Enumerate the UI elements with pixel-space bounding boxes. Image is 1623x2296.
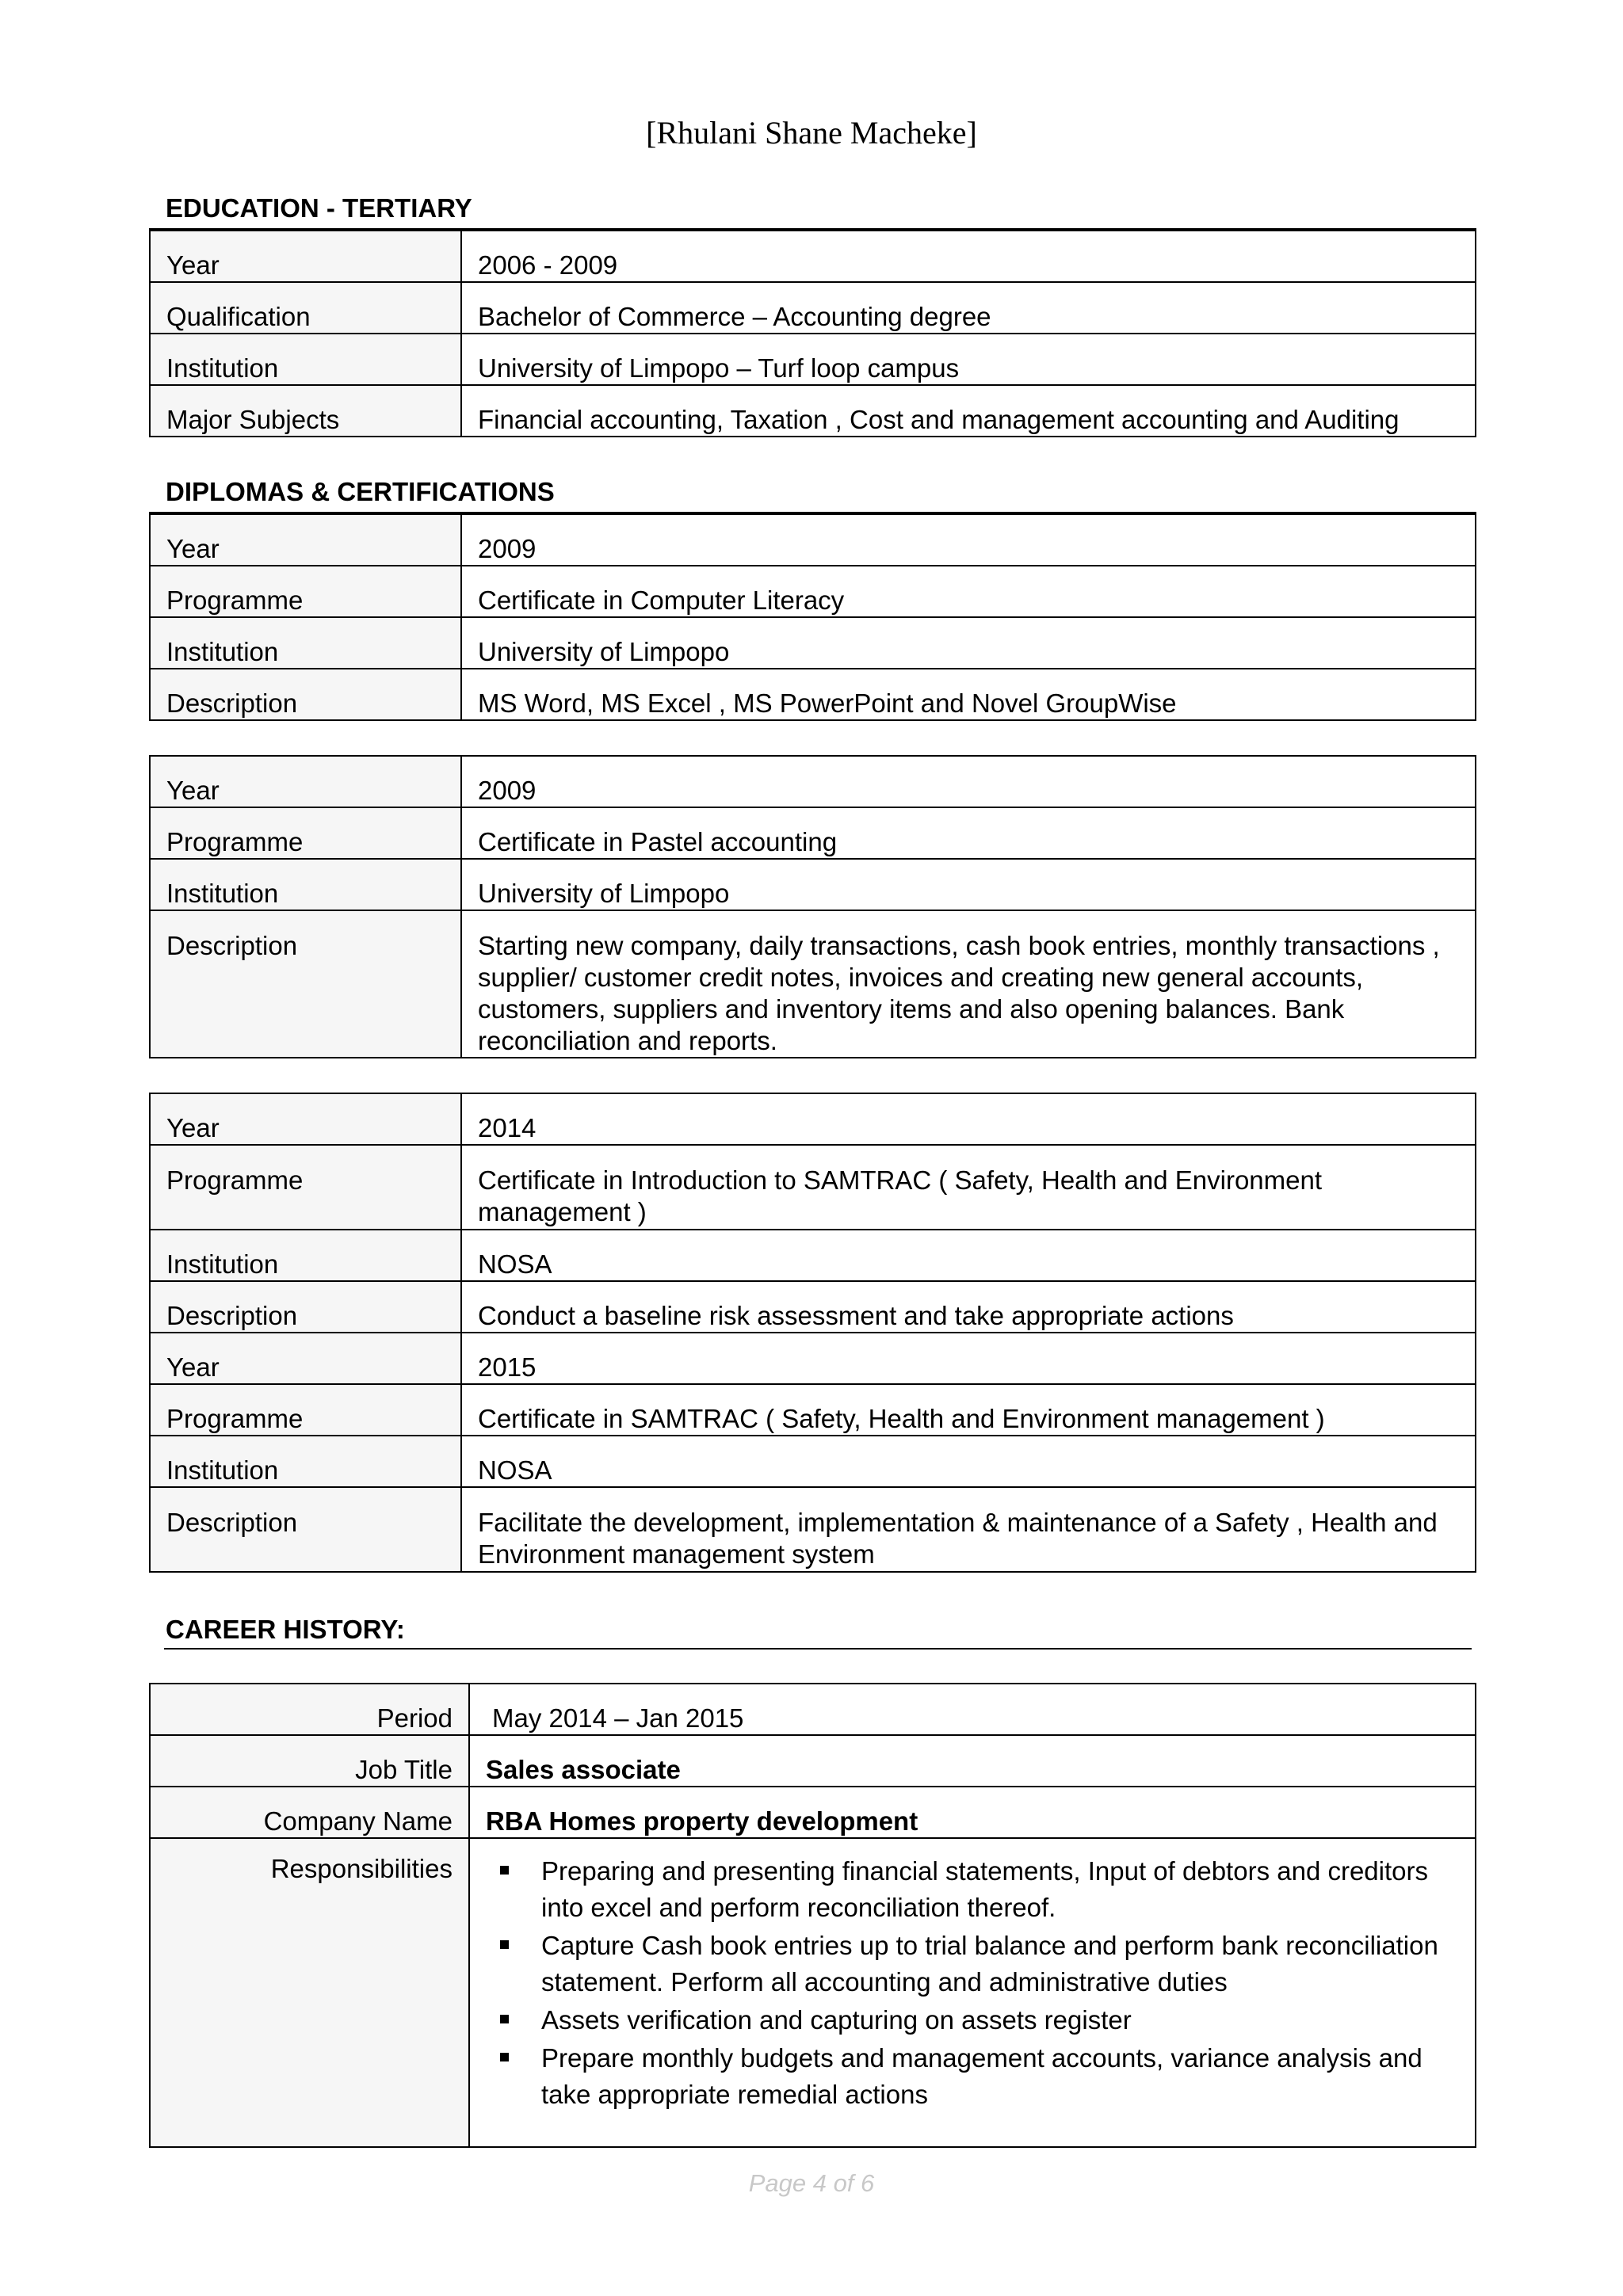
square-bullet-icon bbox=[500, 1866, 509, 1875]
table-row bbox=[150, 1838, 1476, 2147]
table-row bbox=[150, 385, 1476, 437]
list-item bbox=[541, 2040, 1459, 2113]
table-row bbox=[150, 566, 1476, 617]
row-label: Institution bbox=[150, 1230, 461, 1281]
table-row bbox=[150, 669, 1476, 720]
table-row bbox=[150, 1145, 1476, 1230]
list-item bbox=[541, 1928, 1459, 2000]
row-label: Major Subjects bbox=[150, 385, 461, 437]
row-label: Description bbox=[150, 669, 461, 720]
diploma-table-1 bbox=[149, 512, 1476, 721]
row-label: Year bbox=[150, 1333, 461, 1384]
table-row bbox=[150, 1735, 1476, 1787]
row-value: University of Limpopo – Turf loop campus bbox=[461, 334, 1476, 385]
row-label: Institution bbox=[150, 617, 461, 669]
row-label: Programme bbox=[150, 1145, 461, 1230]
square-bullet-icon bbox=[500, 1940, 509, 1949]
job-title-label: Job Title bbox=[150, 1735, 469, 1787]
table-row bbox=[150, 1333, 1476, 1384]
row-label: Institution bbox=[150, 859, 461, 910]
row-value: 2006 - 2009 bbox=[461, 230, 1476, 282]
period-value: May 2014 – Jan 2015 bbox=[469, 1684, 1476, 1735]
table-row bbox=[150, 756, 1476, 807]
career-section-title: CAREER HISTORY: bbox=[166, 1615, 405, 1644]
list-item bbox=[541, 2002, 1459, 2039]
education-table bbox=[149, 228, 1476, 437]
row-label: Programme bbox=[150, 807, 461, 859]
diplomas-section-title: DIPLOMAS & CERTIFICATIONS bbox=[166, 477, 555, 506]
table-row bbox=[150, 1281, 1476, 1333]
table-row bbox=[150, 859, 1476, 910]
job-title-value: Sales associate bbox=[469, 1735, 1476, 1787]
row-label: Programme bbox=[150, 1384, 461, 1436]
diploma-table-3 bbox=[149, 1093, 1476, 1573]
responsibility-text: Preparing and presenting financial statements, Input of debtors and creditors into excel and perform reconciliation thereof. bbox=[541, 1856, 1429, 1922]
company-name-label: Company Name bbox=[150, 1787, 469, 1838]
responsibilities-cell bbox=[469, 1838, 1476, 2147]
table-row bbox=[150, 513, 1476, 566]
row-value: MS Word, MS Excel , MS PowerPoint and Novel GroupWise bbox=[461, 669, 1476, 720]
row-value: 2014 bbox=[461, 1093, 1476, 1145]
company-name-value: RBA Homes property development bbox=[469, 1787, 1476, 1838]
table-row bbox=[150, 1487, 1476, 1572]
table-row bbox=[150, 1436, 1476, 1487]
period-label: Period bbox=[150, 1684, 469, 1735]
row-value: University of Limpopo bbox=[461, 859, 1476, 910]
row-label: Institution bbox=[150, 1436, 461, 1487]
row-value: 2009 bbox=[461, 756, 1476, 807]
square-bullet-icon bbox=[500, 2015, 509, 2023]
document-header-name: [Rhulani Shane Macheke] bbox=[646, 115, 977, 151]
table-row bbox=[150, 1384, 1476, 1436]
table-row bbox=[150, 1230, 1476, 1281]
table-row bbox=[150, 334, 1476, 385]
row-value: NOSA bbox=[461, 1230, 1476, 1281]
education-section-title: EDUCATION - TERTIARY bbox=[166, 193, 472, 223]
row-value: NOSA bbox=[461, 1436, 1476, 1487]
responsibilities-list bbox=[486, 1853, 1459, 2113]
table-row bbox=[150, 1684, 1476, 1735]
row-label: Programme bbox=[150, 566, 461, 617]
row-value: Certificate in Pastel accounting bbox=[461, 807, 1476, 859]
responsibilities-label: Responsibilities bbox=[150, 1838, 469, 2147]
table-row bbox=[150, 910, 1476, 1058]
row-label: Qualification bbox=[150, 282, 461, 334]
list-item bbox=[541, 1853, 1459, 1926]
table-row bbox=[150, 282, 1476, 334]
row-label: Year bbox=[150, 756, 461, 807]
row-label: Year bbox=[150, 230, 461, 282]
responsibility-text: Capture Cash book entries up to trial balance and perform bank reconciliation statement. Perform all accounting and administrative duties bbox=[541, 1931, 1438, 1997]
row-value: University of Limpopo bbox=[461, 617, 1476, 669]
table-row bbox=[150, 617, 1476, 669]
career-title-underline bbox=[164, 1648, 1472, 1650]
row-value: Certificate in Computer Literacy bbox=[461, 566, 1476, 617]
row-label: Description bbox=[150, 1281, 461, 1333]
table-row bbox=[150, 230, 1476, 282]
table-row bbox=[150, 1787, 1476, 1838]
responsibility-text: Prepare monthly budgets and management accounts, variance analysis and take appropriate remedial actions bbox=[541, 2043, 1423, 2109]
row-value: Facilitate the development, implementation & maintenance of a Safety , Health and Environment management system bbox=[461, 1487, 1476, 1572]
row-value: 2015 bbox=[461, 1333, 1476, 1384]
diploma-table-2 bbox=[149, 755, 1476, 1058]
row-value: Bachelor of Commerce – Accounting degree bbox=[461, 282, 1476, 334]
row-value: 2009 bbox=[461, 513, 1476, 566]
row-label: Description bbox=[150, 910, 461, 1058]
row-value: Certificate in SAMTRAC ( Safety, Health and Environment management ) bbox=[461, 1384, 1476, 1436]
responsibility-text: Assets verification and capturing on assets register bbox=[541, 2005, 1132, 2035]
row-value: Starting new company, daily transactions, cash book entries, monthly transactions , supplier/ customer credit notes, invoices and creating new general accounts, customers, suppliers and inventory items and also opening balances. Bank reconciliation and reports. bbox=[461, 910, 1476, 1058]
row-label: Year bbox=[150, 1093, 461, 1145]
table-row bbox=[150, 1093, 1476, 1145]
table-row bbox=[150, 807, 1476, 859]
row-value: Conduct a baseline risk assessment and take appropriate actions bbox=[461, 1281, 1476, 1333]
row-value: Certificate in Introduction to SAMTRAC ( Safety, Health and Environment management ) bbox=[461, 1145, 1476, 1230]
square-bullet-icon bbox=[500, 2053, 509, 2061]
career-table bbox=[149, 1683, 1476, 2148]
row-label: Institution bbox=[150, 334, 461, 385]
row-value: Financial accounting, Taxation , Cost and management accounting and Auditing bbox=[461, 385, 1476, 437]
page-number: Page 4 of 6 bbox=[748, 2169, 875, 2197]
row-label: Description bbox=[150, 1487, 461, 1572]
row-label: Year bbox=[150, 513, 461, 566]
